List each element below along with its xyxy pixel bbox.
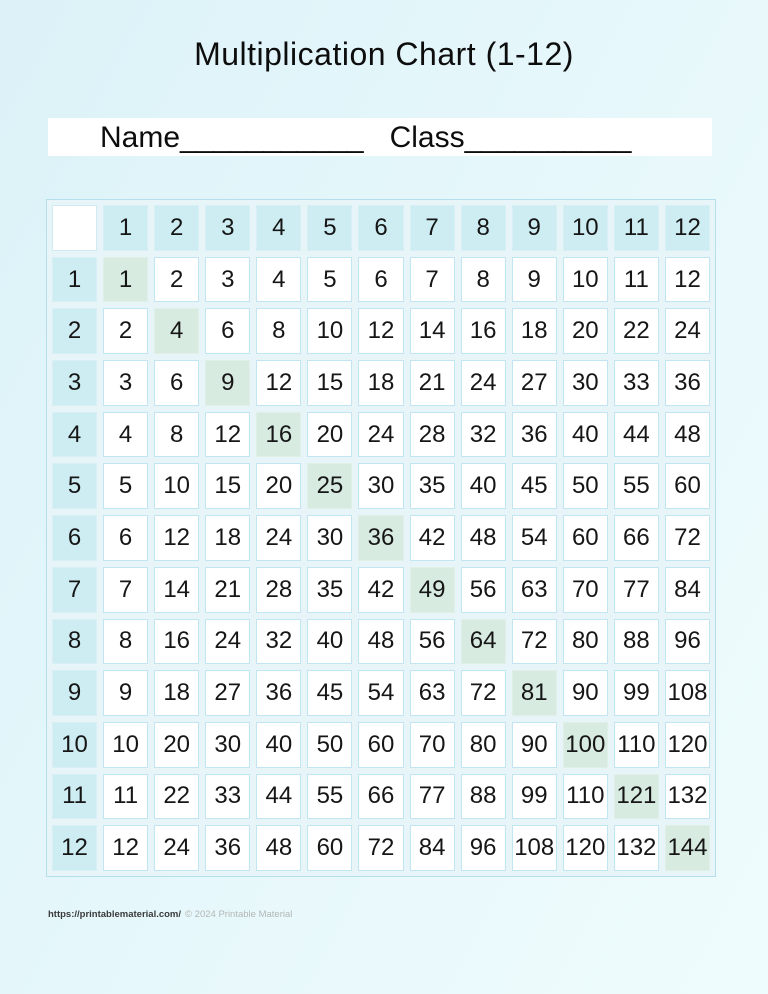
product-cell: 55 <box>307 774 352 820</box>
product-cell: 7 <box>103 567 148 613</box>
product-cell: 33 <box>614 360 659 406</box>
product-cell: 21 <box>205 567 250 613</box>
column-header-cell: 11 <box>614 205 659 251</box>
product-cell: 132 <box>614 825 659 871</box>
row-header-cell: 7 <box>52 567 97 613</box>
product-cell: 8 <box>256 308 301 354</box>
product-cell: 44 <box>614 412 659 458</box>
product-cell: 60 <box>563 515 608 561</box>
product-cell: 12 <box>358 308 403 354</box>
product-cell: 70 <box>410 722 455 768</box>
product-cell: 24 <box>256 515 301 561</box>
product-cell: 9 <box>103 670 148 716</box>
product-cell: 27 <box>205 670 250 716</box>
product-cell: 63 <box>410 670 455 716</box>
product-cell: 48 <box>665 412 710 458</box>
column-header-cell: 6 <box>358 205 403 251</box>
row-header-cell: 2 <box>52 308 97 354</box>
product-cell: 120 <box>665 722 710 768</box>
product-cell: 7 <box>410 257 455 303</box>
product-cell: 72 <box>358 825 403 871</box>
product-cell: 6 <box>358 257 403 303</box>
product-cell: 36 <box>665 360 710 406</box>
product-cell: 132 <box>665 774 710 820</box>
product-cell: 24 <box>461 360 506 406</box>
product-cell: 99 <box>614 670 659 716</box>
product-cell: 20 <box>154 722 199 768</box>
product-cell: 14 <box>410 308 455 354</box>
row-header-cell: 10 <box>52 722 97 768</box>
diagonal-product-cell: 144 <box>665 825 710 871</box>
product-cell: 3 <box>103 360 148 406</box>
product-cell: 48 <box>461 515 506 561</box>
product-cell: 63 <box>512 567 557 613</box>
product-cell: 12 <box>154 515 199 561</box>
diagonal-product-cell: 25 <box>307 463 352 509</box>
product-cell: 22 <box>614 308 659 354</box>
column-header-cell: 7 <box>410 205 455 251</box>
product-cell: 48 <box>256 825 301 871</box>
diagonal-product-cell: 1 <box>103 257 148 303</box>
footer <box>48 909 292 920</box>
product-cell: 28 <box>410 412 455 458</box>
column-header-cell: 8 <box>461 205 506 251</box>
diagonal-product-cell: 100 <box>563 722 608 768</box>
product-cell: 11 <box>614 257 659 303</box>
product-cell: 6 <box>154 360 199 406</box>
product-cell: 120 <box>563 825 608 871</box>
column-header-cell: 4 <box>256 205 301 251</box>
product-cell: 36 <box>205 825 250 871</box>
name-label: Name <box>100 121 181 154</box>
row-header-cell: 4 <box>52 412 97 458</box>
column-header-cell: 12 <box>665 205 710 251</box>
product-cell: 5 <box>307 257 352 303</box>
product-cell: 9 <box>512 257 557 303</box>
product-cell: 10 <box>307 308 352 354</box>
product-cell: 27 <box>512 360 557 406</box>
diagonal-product-cell: 9 <box>205 360 250 406</box>
footer-copyright: © 2024 Printable Material <box>185 909 293 920</box>
product-cell: 90 <box>512 722 557 768</box>
product-cell: 54 <box>358 670 403 716</box>
product-cell: 22 <box>154 774 199 820</box>
row-header-cell: 1 <box>52 257 97 303</box>
column-header-cell: 9 <box>512 205 557 251</box>
product-cell: 108 <box>665 670 710 716</box>
product-cell: 42 <box>358 567 403 613</box>
product-cell: 20 <box>563 308 608 354</box>
product-cell: 72 <box>665 515 710 561</box>
product-cell: 14 <box>154 567 199 613</box>
row-header-cell: 8 <box>52 619 97 665</box>
product-cell: 110 <box>614 722 659 768</box>
product-cell: 6 <box>103 515 148 561</box>
multiplication-grid <box>46 199 716 877</box>
product-cell: 96 <box>665 619 710 665</box>
product-cell: 6 <box>205 308 250 354</box>
product-cell: 18 <box>512 308 557 354</box>
product-cell: 12 <box>256 360 301 406</box>
column-header-cell: 2 <box>154 205 199 251</box>
product-cell: 84 <box>665 567 710 613</box>
product-cell: 24 <box>665 308 710 354</box>
product-cell: 16 <box>154 619 199 665</box>
row-header-cell: 6 <box>52 515 97 561</box>
column-header-cell: 3 <box>205 205 250 251</box>
diagonal-product-cell: 64 <box>461 619 506 665</box>
product-cell: 8 <box>154 412 199 458</box>
class-blank-line: __________ <box>464 121 632 154</box>
column-header-cell: 10 <box>563 205 608 251</box>
product-cell: 11 <box>103 774 148 820</box>
product-cell: 110 <box>563 774 608 820</box>
product-cell: 70 <box>563 567 608 613</box>
product-cell: 108 <box>512 825 557 871</box>
product-cell: 12 <box>665 257 710 303</box>
row-header-cell: 9 <box>52 670 97 716</box>
product-cell: 16 <box>461 308 506 354</box>
product-cell: 66 <box>614 515 659 561</box>
diagonal-product-cell: 36 <box>358 515 403 561</box>
diagonal-product-cell: 16 <box>256 412 301 458</box>
diagonal-product-cell: 121 <box>614 774 659 820</box>
product-cell: 18 <box>205 515 250 561</box>
product-cell: 77 <box>614 567 659 613</box>
product-cell: 24 <box>154 825 199 871</box>
product-cell: 30 <box>358 463 403 509</box>
product-cell: 80 <box>563 619 608 665</box>
product-cell: 8 <box>103 619 148 665</box>
product-cell: 12 <box>205 412 250 458</box>
product-cell: 99 <box>512 774 557 820</box>
product-cell: 72 <box>461 670 506 716</box>
product-cell: 18 <box>154 670 199 716</box>
product-cell: 15 <box>307 360 352 406</box>
product-cell: 20 <box>307 412 352 458</box>
product-cell: 10 <box>154 463 199 509</box>
product-cell: 60 <box>307 825 352 871</box>
product-cell: 60 <box>665 463 710 509</box>
product-cell: 28 <box>256 567 301 613</box>
product-cell: 30 <box>205 722 250 768</box>
product-cell: 8 <box>461 257 506 303</box>
product-cell: 10 <box>563 257 608 303</box>
product-cell: 48 <box>358 619 403 665</box>
product-cell: 32 <box>461 412 506 458</box>
product-cell: 96 <box>461 825 506 871</box>
product-cell: 35 <box>410 463 455 509</box>
product-cell: 88 <box>461 774 506 820</box>
corner-cell <box>52 205 97 251</box>
row-header-cell: 11 <box>52 774 97 820</box>
product-cell: 56 <box>410 619 455 665</box>
product-cell: 60 <box>358 722 403 768</box>
row-header-cell: 12 <box>52 825 97 871</box>
product-cell: 24 <box>358 412 403 458</box>
column-header-cell: 1 <box>103 205 148 251</box>
product-cell: 80 <box>461 722 506 768</box>
product-cell: 4 <box>256 257 301 303</box>
name-blank-line: ___________ <box>180 121 364 154</box>
product-cell: 88 <box>614 619 659 665</box>
product-cell: 36 <box>256 670 301 716</box>
name-class-bar <box>48 118 712 156</box>
product-cell: 44 <box>256 774 301 820</box>
product-cell: 45 <box>307 670 352 716</box>
product-cell: 30 <box>307 515 352 561</box>
product-cell: 66 <box>358 774 403 820</box>
product-cell: 72 <box>512 619 557 665</box>
row-header-cell: 3 <box>52 360 97 406</box>
product-cell: 2 <box>154 257 199 303</box>
product-cell: 33 <box>205 774 250 820</box>
product-cell: 12 <box>103 825 148 871</box>
product-cell: 90 <box>563 670 608 716</box>
product-cell: 50 <box>307 722 352 768</box>
product-cell: 40 <box>256 722 301 768</box>
product-cell: 77 <box>410 774 455 820</box>
product-cell: 30 <box>563 360 608 406</box>
product-cell: 56 <box>461 567 506 613</box>
product-cell: 32 <box>256 619 301 665</box>
product-cell: 5 <box>103 463 148 509</box>
product-cell: 45 <box>512 463 557 509</box>
diagonal-product-cell: 4 <box>154 308 199 354</box>
product-cell: 2 <box>103 308 148 354</box>
diagonal-product-cell: 49 <box>410 567 455 613</box>
product-cell: 84 <box>410 825 455 871</box>
product-cell: 4 <box>103 412 148 458</box>
product-cell: 15 <box>205 463 250 509</box>
product-cell: 20 <box>256 463 301 509</box>
product-cell: 55 <box>614 463 659 509</box>
product-cell: 3 <box>205 257 250 303</box>
product-cell: 40 <box>461 463 506 509</box>
row-header-cell: 5 <box>52 463 97 509</box>
footer-url: https://printablematerial.com/ <box>48 909 182 920</box>
product-cell: 40 <box>563 412 608 458</box>
product-cell: 40 <box>307 619 352 665</box>
product-cell: 21 <box>410 360 455 406</box>
product-cell: 35 <box>307 567 352 613</box>
page-title: Multiplication Chart (1-12) <box>194 36 574 72</box>
class-label: Class <box>389 121 465 154</box>
product-cell: 24 <box>205 619 250 665</box>
column-header-cell: 5 <box>307 205 352 251</box>
product-cell: 54 <box>512 515 557 561</box>
product-cell: 36 <box>512 412 557 458</box>
diagonal-product-cell: 81 <box>512 670 557 716</box>
product-cell: 42 <box>410 515 455 561</box>
product-cell: 50 <box>563 463 608 509</box>
product-cell: 18 <box>358 360 403 406</box>
product-cell: 10 <box>103 722 148 768</box>
